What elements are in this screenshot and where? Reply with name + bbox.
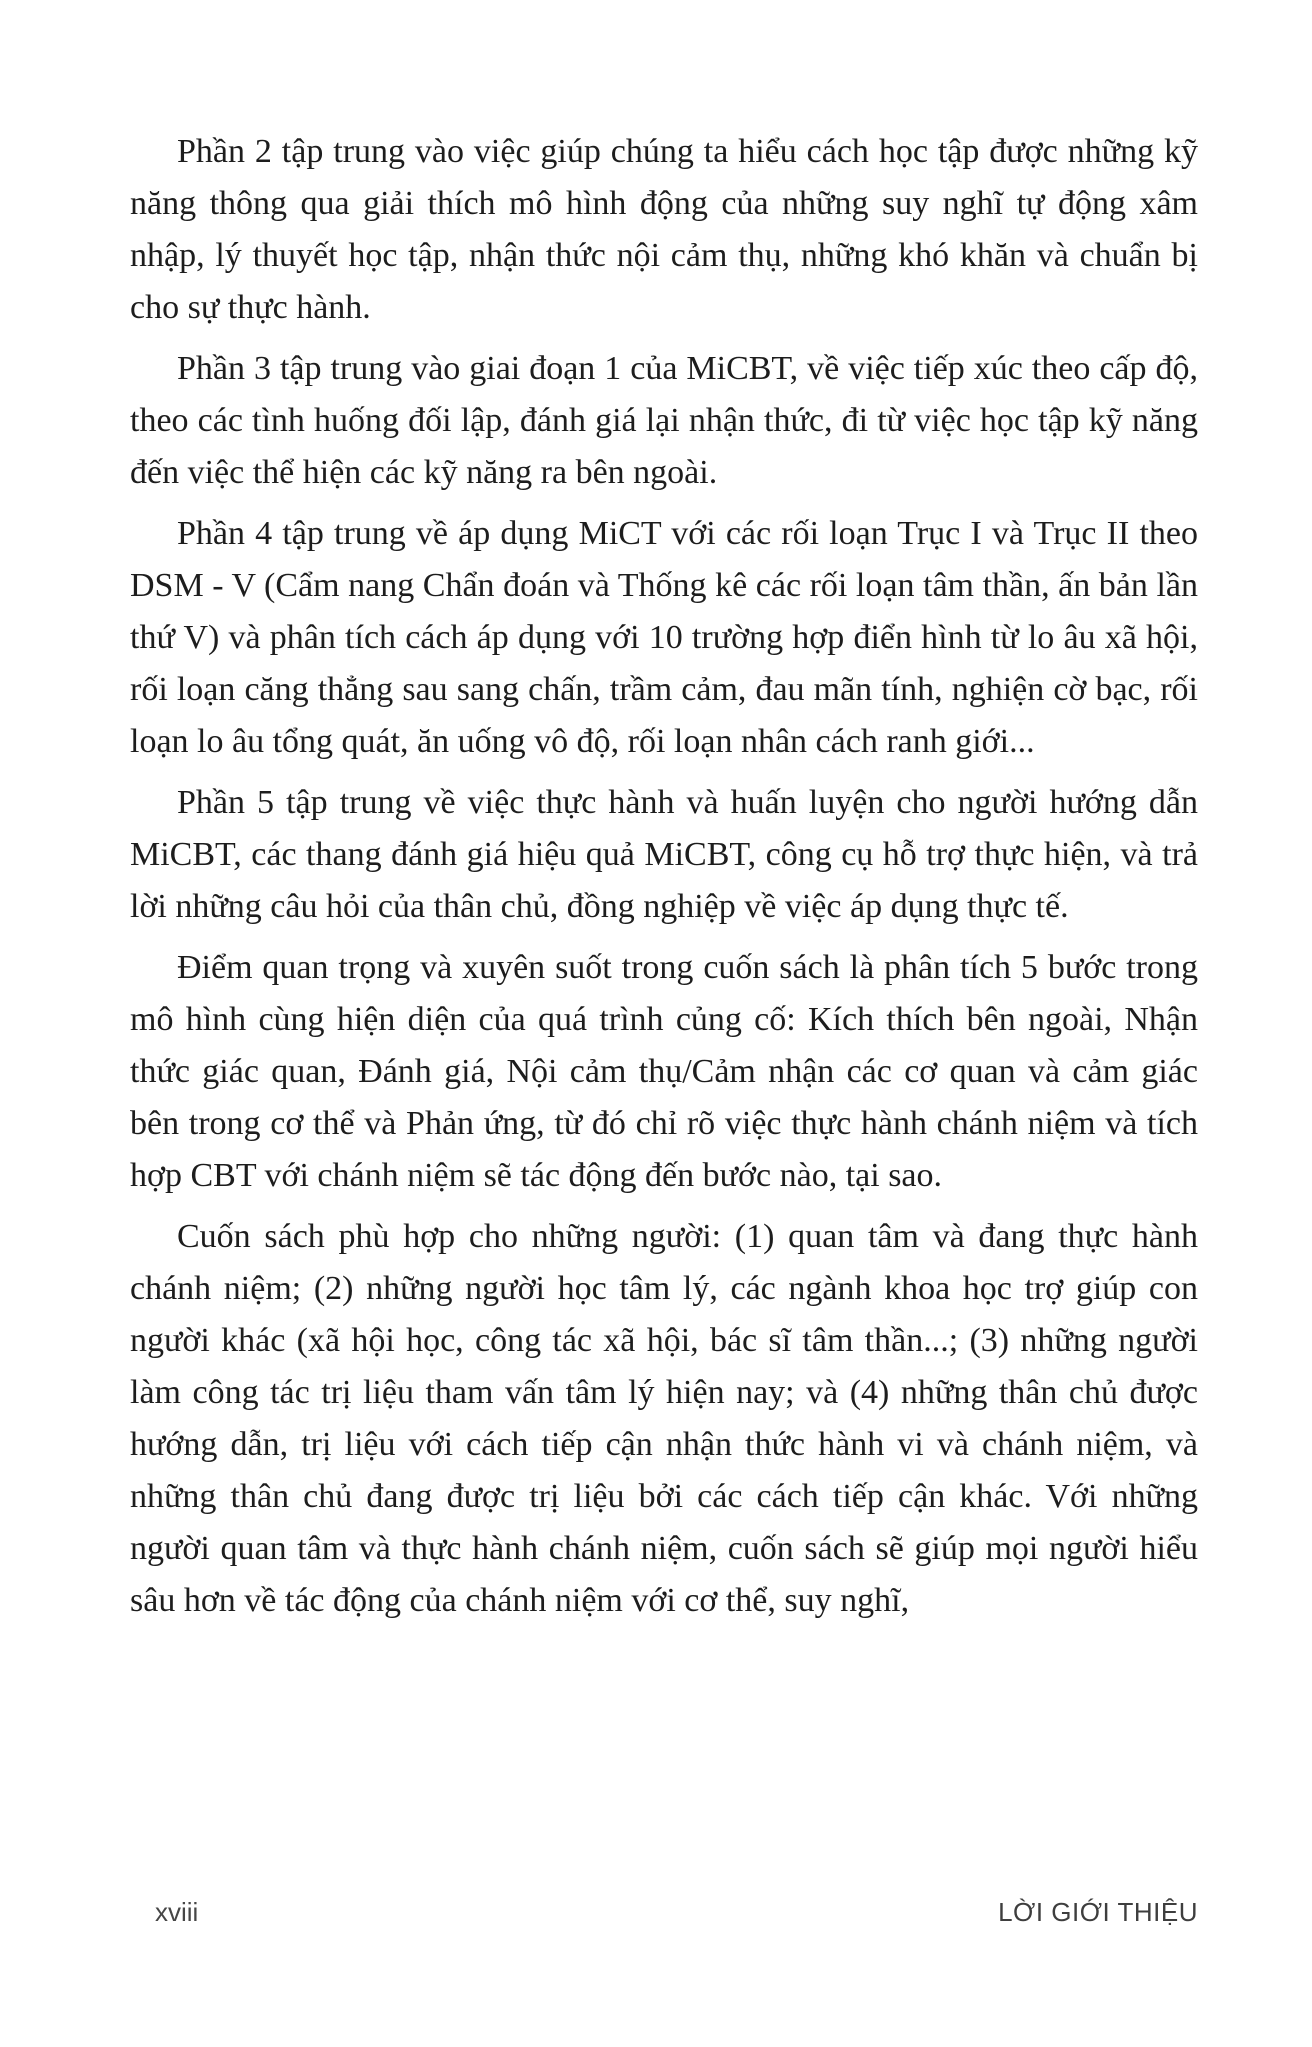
page-number: xviii [155,1897,199,1927]
paragraph-phan-4: Phần 4 tập trung về áp dụng MiCT với các rối loạn Trục I và Trục II theo DSM - V (Cẩm nang Chẩn đoán và Thống kê các rối loạn tâm thần, ấn bản lần thứ V) và phân tích cách áp dụng với 10 trường hợp điển hình từ lo âu xã hội, rối loạn căng thẳng sau sang chấn, trầm cảm, đau mãn tính, nghiện cờ bạc, rối loạn lo âu tổng quát, ăn uống vô độ, rối loạn nhân cách ranh giới... [130,515,1198,760]
paragraph-diem-quan-trong: Điểm quan trọng và xuyên suốt trong cuốn sách là phân tích 5 bước trong mô hình cùng hiện diện của quá trình củng cố: Kích thích bên ngoài, Nhận thức giác quan, Đánh giá, Nội cảm thụ/Cảm nhận các cơ quan và cảm giác bên trong cơ thể và Phản ứng, từ đó chỉ rõ việc thực hành chánh niệm và tích hợp CBT với chánh niệm sẽ tác động đến bước nào, tại sao. [130,949,1198,1194]
running-footer-title: LỜI GIỚI THIỆU [998,1897,1198,1927]
paragraph-phan-2: Phần 2 tập trung vào việc giúp chúng ta hiểu cách học tập được những kỹ năng thông qua giải thích mô hình động của những suy nghĩ tự động xâm nhập, lý thuyết học tập, nhận thức nội cảm thụ, những khó khăn và chuẩn bị cho sự thực hành. [130,133,1198,326]
paragraph-phan-5: Phần 5 tập trung về việc thực hành và huấn luyện cho người hướng dẫn MiCBT, các thang đánh giá hiệu quả MiCBT, công cụ hỗ trợ thực hiện, và trả lời những câu hỏi của thân chủ, đồng nghiệp về việc áp dụng thực tế. [130,784,1198,925]
paragraph-phan-3: Phần 3 tập trung vào giai đoạn 1 của MiCBT, về việc tiếp xúc theo cấp độ, theo các tình huống đối lập, đánh giá lại nhận thức, đi từ việc học tập kỹ năng đến việc thể hiện các kỹ năng ra bên ngoài. [130,350,1198,491]
paragraph-cuon-sach-phu-hop: Cuốn sách phù hợp cho những người: (1) quan tâm và đang thực hành chánh niệm; (2) những người học tâm lý, các ngành khoa học trợ giúp con người khác (xã hội học, công tác xã hội, bác sĩ tâm thần...; (3) những người làm công tác trị liệu tham vấn tâm lý hiện nay; và (4) những thân chủ được hướng dẫn, trị liệu với cách tiếp cận nhận thức hành vi và chánh niệm, và những thân chủ đang được trị liệu bởi các cách tiếp cận khác. Với những người quan tâm và thực hành chánh niệm, cuốn sách sẽ giúp mọi người hiểu sâu hơn về tác động của chánh niệm với cơ thể, suy nghĩ, [130,1218,1198,1619]
page-footer [130,1897,1198,1928]
page-body-text [130,126,1198,1636]
